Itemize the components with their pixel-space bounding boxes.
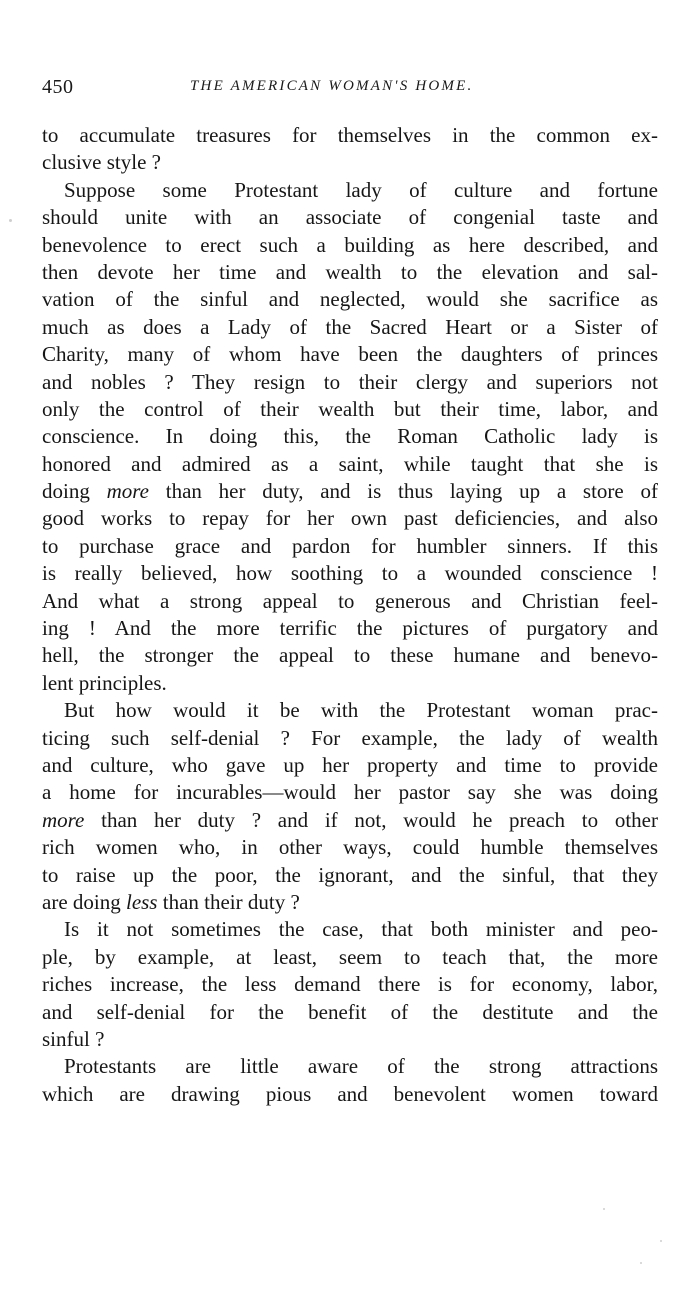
text-line xyxy=(42,807,658,834)
text-line: hell, the stronger the appeal to these humane and benevo- xyxy=(42,643,658,668)
text-line: to raise up the poor, the ignorant, and the sinful, that they xyxy=(42,862,658,887)
text-line: to purchase grace and pardon for humbler sinners. If this xyxy=(42,533,658,558)
text-line: rich women who, in other ways, could humble themselves xyxy=(42,835,658,860)
text-line: ticing such self-denial ? For example, the lady of wealth xyxy=(42,725,658,750)
text-line: lent principles. xyxy=(42,670,167,695)
text-line: much as does a Lady of the Sacred Heart or a Sister of xyxy=(42,314,658,339)
text-line xyxy=(42,889,658,916)
text-line: ple, by example, at least, seem to teach that, the more xyxy=(42,944,658,969)
text-line: conscience. In doing this, the Roman Catholic lady is xyxy=(42,424,658,449)
text-line: Is it not sometimes the case, that both minister and peo- xyxy=(64,917,658,942)
text-line: And what a strong appeal to generous and Christian feel- xyxy=(42,588,658,613)
italic-word: more xyxy=(42,807,85,832)
italic-word: less xyxy=(125,889,158,914)
text-line: But how would it be with the Protestant woman prac- xyxy=(64,698,658,723)
text-line: benevolence to erect such a building as here described, and xyxy=(42,232,658,257)
scan-speck xyxy=(660,1240,662,1242)
text-segment: than her duty, and is thus laying up a store of xyxy=(148,479,658,504)
page-header xyxy=(42,76,658,104)
running-title: THE AMERICAN WOMAN'S HOME. xyxy=(190,78,474,94)
text-line: and nobles ? They resign to their clergy and superiors not xyxy=(42,369,658,394)
text-line: ing ! And the more terrific the pictures of purgatory and xyxy=(42,616,658,641)
text-line: and culture, who gave up her property and time to provide xyxy=(42,752,658,777)
text-line: vation of the sinful and neglected, would she sacrifice as xyxy=(42,287,658,312)
text-line: clusive style ? xyxy=(42,150,161,175)
italic-word: more xyxy=(106,479,149,504)
text-line: Charity, many of whom have been the daughters of princes xyxy=(42,342,658,367)
scan-speck xyxy=(640,1262,642,1264)
text-line: and self-denial for the benefit of the destitute and the xyxy=(42,999,658,1024)
text-line: should unite with an associate of congenial taste and xyxy=(42,205,658,230)
body-text xyxy=(42,122,658,1108)
text-segment: doing xyxy=(42,479,107,504)
page-number: 450 xyxy=(42,76,74,98)
scan-speck xyxy=(9,219,12,222)
text-line: honored and admired as a saint, while taught that she is xyxy=(42,451,658,476)
text-segment: are doing xyxy=(42,889,126,914)
text-line: only the control of their wealth but their time, labor, and xyxy=(42,396,658,421)
text-line: good works to repay for her own past deficiencies, and also xyxy=(42,506,658,531)
text-line: sinful ? xyxy=(42,1026,105,1051)
text-line: a home for incurables—would her pastor say she was doing xyxy=(42,780,658,805)
text-line: riches increase, the less demand there is for economy, labor, xyxy=(42,972,658,997)
text-segment: than their duty ? xyxy=(157,889,300,914)
scan-speck xyxy=(603,1208,605,1210)
text-segment: than her duty ? and if not, would he preach to other xyxy=(84,807,658,832)
text-line: which are drawing pious and benevolent women toward xyxy=(42,1081,658,1106)
text-line: then devote her time and wealth to the elevation and sal- xyxy=(42,259,658,284)
text-line: is really believed, how soothing to a wounded conscience ! xyxy=(42,561,658,586)
text-line: to accumulate treasures for themselves in the common ex- xyxy=(42,123,658,147)
text-line xyxy=(42,478,658,505)
text-line: Suppose some Protestant lady of culture and fortune xyxy=(64,177,658,202)
text-line: Protestants are little aware of the strong attractions xyxy=(64,1054,658,1079)
